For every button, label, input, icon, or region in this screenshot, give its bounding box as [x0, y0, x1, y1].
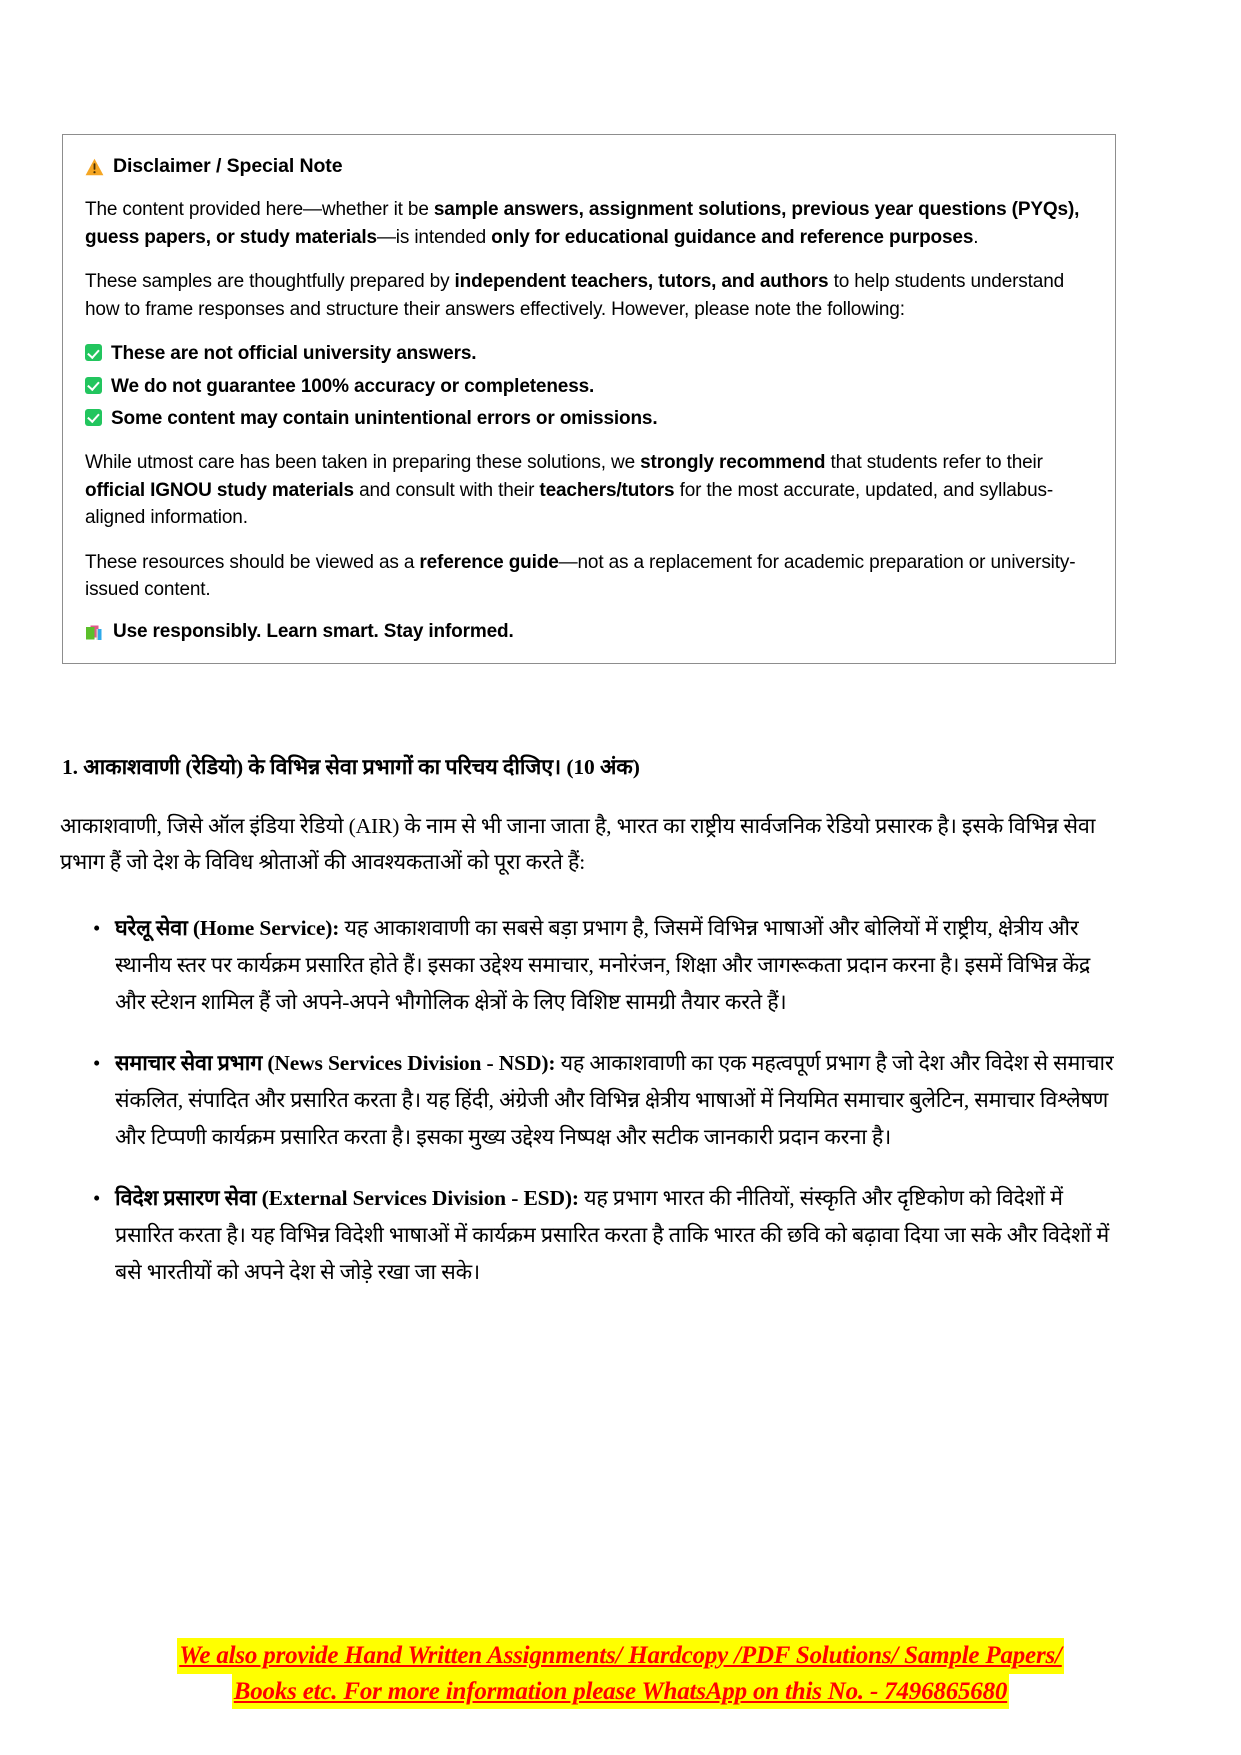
check-item-label: Some content may contain unintentional errors or omissions.	[111, 407, 658, 429]
p2-seg-b: independent teachers, tutors, and authors	[454, 271, 829, 293]
p1-seg-d: only for educational guidance and reference purposes	[491, 226, 974, 248]
disclaimer-paragraph-1	[85, 196, 1095, 251]
disclaimer-closing-line	[85, 621, 1095, 643]
check-item-label: We do not guarantee 100% accuracy or completeness.	[111, 375, 595, 397]
bullet-body: यह आकाशवाणी का एक महत्वपूर्ण प्रभाग है जो देश और विदेश से समाचार संकलित, संपादित और प्रसारित करता है। यह हिंदी, अंग्रेजी और विभिन्न क्षेत्रीय भाषाओं में नियमित समाचार बुलेटिन, समाचार विश्लेषण और टिप्पणी कार्यक्रम प्रसारित करता है। इसका मुख्य उद्देश्य निष्पक्ष और सटीक जानकारी प्रदान करना है।	[115, 1050, 1114, 1149]
p3-seg-d: official IGNOU study materials	[85, 479, 354, 501]
promo-line-1: We also provide Hand Written Assignments/ Hardcopy /PDF Solutions/ Sample Papers/	[177, 1638, 1064, 1674]
bullet-body: यह प्रभाग भारत की नीतियों, संस्कृति और दृष्टिकोण को विदेशों में प्रसारित करता है। यह विभिन्न विदेशी भाषाओं में कार्यक्रम प्रसारित करता है ताकि भारत की छवि को बढ़ावा दिया जा सके और विदेशों में बसे भारतीयों को अपने देश से जोड़े रखा जा सके।	[115, 1185, 1110, 1284]
intro-paragraph: आकाशवाणी, जिसे ऑल इंडिया रेडियो (AIR) के नाम से भी जाना जाता है, भारत का राष्ट्रीय सार्वजनिक रेडियो प्रसारक है। इसके विभिन्न सेवा प्रभाग हैं जो देश के विविध श्रोताओं की आवश्यकताओं को पूरा करते हैं:	[60, 814, 1096, 875]
bullet-term: घरेलू सेवा	[115, 916, 188, 940]
p2-seg-a: These samples are thoughtfully prepared by	[85, 271, 455, 293]
disclaimer-box	[62, 134, 1116, 664]
promo-line-1-wrap	[0, 1638, 1241, 1674]
p1-seg-b: sample answers, assignment solutions, previous year questions (PYQs), guess papers, or study materials	[85, 199, 1080, 248]
bullet-term: विदेश प्रसारण सेवा	[115, 1185, 257, 1210]
disclaimer-check-list	[85, 340, 1095, 432]
list-item	[85, 373, 1095, 400]
p3-seg-c: that students refer to their	[825, 452, 1043, 474]
p1-seg-e: .	[973, 226, 979, 248]
promo-footer-banner	[0, 1638, 1241, 1709]
books-icon	[85, 623, 105, 642]
list-item	[85, 405, 1095, 432]
bullet-term: समाचार सेवा प्रभाग	[115, 1050, 263, 1075]
bullet-term-english: (External Services Division - ESD):	[261, 1185, 579, 1210]
service-divisions-list	[60, 910, 1123, 1315]
p3-seg-e: and consult with their	[353, 479, 540, 501]
p3-seg-b: strongly recommend	[640, 452, 826, 474]
list-item	[85, 340, 1095, 367]
p3-seg-f: teachers/tutors	[539, 479, 675, 501]
p4-seg-c: —not as a replacement for academic preparation or university-issued content.	[85, 551, 1076, 601]
promo-line-2: Books etc. For more information please WhatsApp on this No. - 7496865680	[232, 1674, 1009, 1710]
p4-seg-a: These resources should be viewed as a	[85, 551, 420, 573]
disclaimer-paragraph-3	[85, 449, 1095, 532]
disclaimer-paragraph-2	[85, 268, 1095, 323]
p3-seg-a: While utmost care has been taken in preparing these solutions, we	[85, 452, 641, 474]
p1-seg-a: The content provided here—whether it be	[85, 199, 434, 220]
disclaimer-paragraph-4	[85, 549, 1095, 604]
disclaimer-title-text: Disclaimer / Special Note	[113, 155, 343, 177]
check-item-label: These are not official university answers.	[111, 343, 477, 365]
question-heading: 1. आकाशवाणी (रेडियो) के विभिन्न सेवा प्रभागों का परिचय दीजिए। (10 अंक)	[62, 755, 640, 779]
green-check-icon	[85, 344, 102, 361]
bullet-body: यह आकाशवाणी का सबसे बड़ा प्रभाग है, जिसमें विभिन्न भाषाओं और बोलियों में राष्ट्रीय, क्षेत्रीय और स्थानीय स्तर पर कार्यक्रम प्रसारित होते हैं। इसका उद्देश्य समाचार, मनोरंजन, शिक्षा और जागरूकता प्रदान करना है। इसमें विभिन्न केंद्र और स्टेशन शामिल हैं जो अपने-अपने भौगोलिक क्षेत्रों के लिए विशिष्ट सामग्री तैयार करते हैं।	[115, 916, 1091, 1014]
promo-line-2-wrap	[0, 1674, 1241, 1710]
disclaimer-title-row	[85, 155, 1095, 178]
closing-line-text: Use responsibly. Learn smart. Stay informed.	[113, 621, 514, 642]
bullet-term-english: (News Services Division - NSD):	[267, 1050, 556, 1075]
list-item	[60, 910, 1123, 1021]
list-item	[60, 1045, 1123, 1156]
warning-triangle-icon	[85, 158, 104, 176]
p1-seg-c: —is intended	[376, 226, 492, 248]
p4-seg-b: reference guide	[419, 551, 559, 573]
list-item	[60, 1180, 1123, 1291]
p3-seg-g: for the most accurate, updated, and syllabus-aligned information.	[85, 479, 1054, 529]
p2-seg-c: to help students understand how to frame responses and structure their answers effectively. However, please note the following:	[85, 271, 1065, 320]
bullet-term-english: (Home Service):	[192, 916, 340, 940]
green-check-icon	[85, 377, 102, 394]
green-check-icon	[85, 409, 102, 426]
